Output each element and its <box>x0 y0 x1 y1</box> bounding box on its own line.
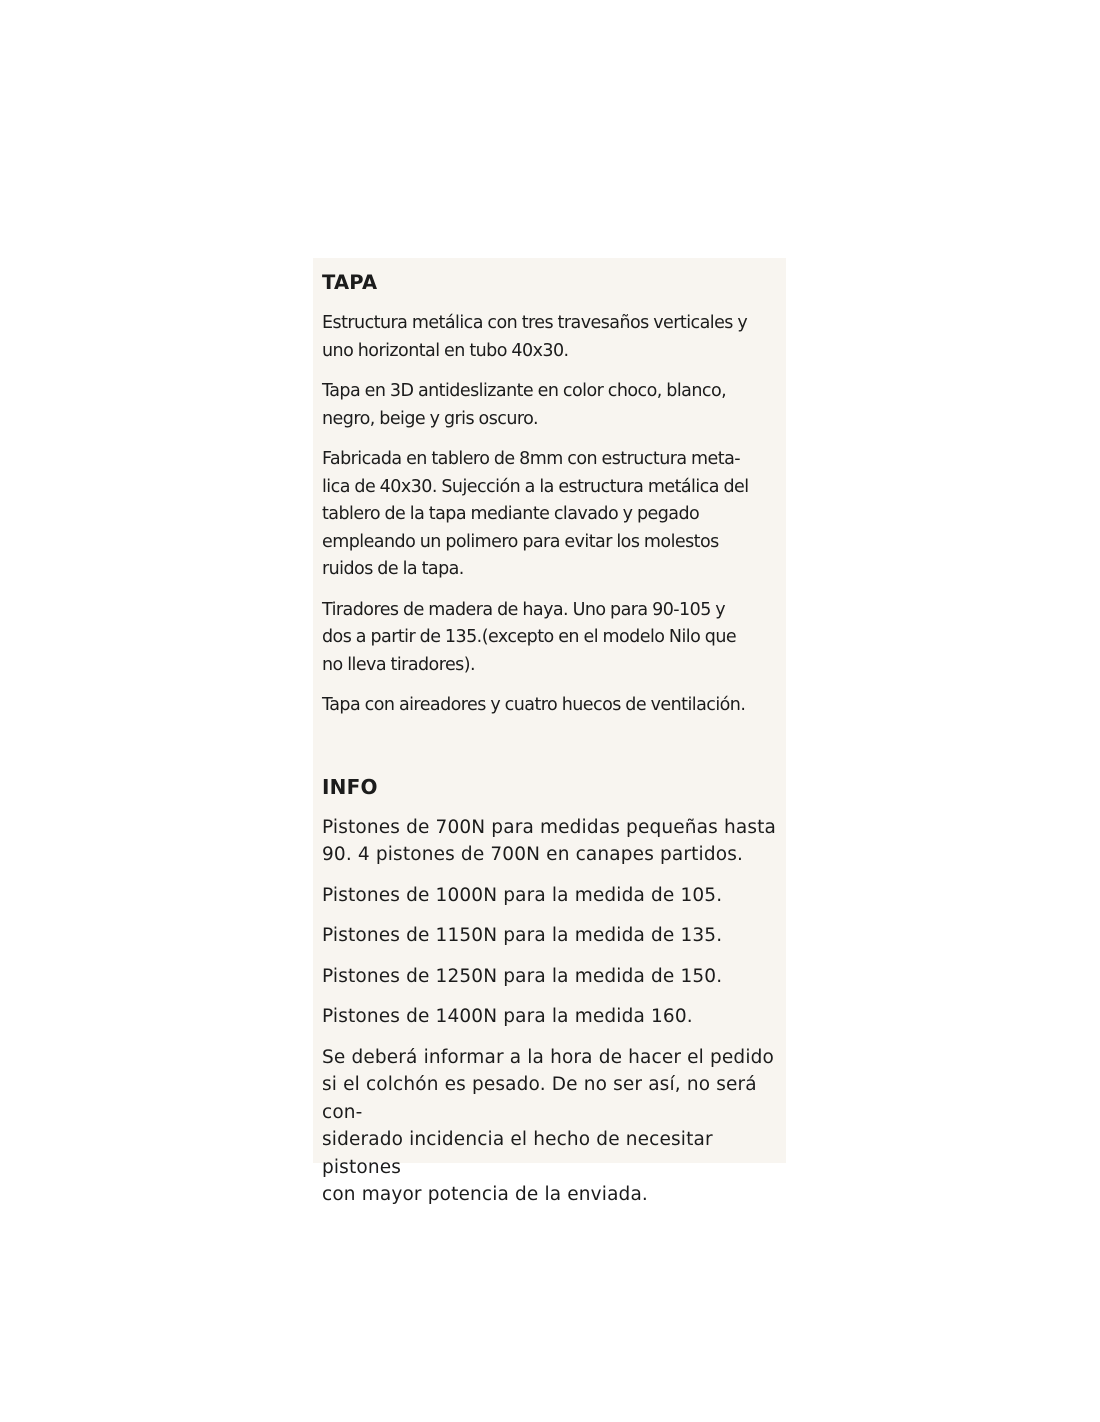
tapa-paragraph: Fabricada en tablero de 8mm con estructura meta- lica de 40x30. Sujección a la estructura metálica del tablero de la tapa mediante clavado y pegado empleando un polimero para evitar los molestos ruidos de la tapa. <box>322 449 749 579</box>
tapa-paragraph: Tapa con aireadores y cuatro huecos de ventilación. <box>322 695 746 715</box>
tapa-body <box>322 310 786 720</box>
info-paragraph: Pistones de 700N para medidas pequeñas hasta 90. 4 pistones de 700N en canapes partidos. <box>322 816 776 865</box>
info-heading: INFO <box>322 774 378 799</box>
info-paragraph: Pistones de 1150N para la medida de 135. <box>322 925 723 946</box>
info-paragraph: Pistones de 1250N para la medida de 150. <box>322 965 723 987</box>
info-paragraph: Pistones de 1400N para la medida 160. <box>322 1006 693 1027</box>
info-body <box>322 814 786 1209</box>
tapa-paragraph: Tiradores de madera de haya. Uno para 90-105 y dos a partir de 135.(excepto en el modelo Nilo que no lleva tiradores). <box>322 599 737 675</box>
info-paragraph: Pistones de 1000N para la medida de 105. <box>322 884 723 906</box>
tapa-heading: TAPA <box>322 271 378 294</box>
info-paragraph: Se deberá informar a la hora de hacer el pedido si el colchón es pesado. De no ser así, no será con- siderado incidencia el hecho de necesitar pistones con mayor potencia de la enviada. <box>322 1046 774 1205</box>
info-section <box>322 772 786 1209</box>
spec-panel <box>313 258 786 1205</box>
tapa-section <box>322 268 786 720</box>
tapa-paragraph: Tapa en 3D antideslizante en color choco, blanco, negro, beige y gris oscuro. <box>322 381 727 429</box>
tapa-paragraph: Estructura metálica con tres travesaños verticales y uno horizontal en tubo 40x30. <box>322 313 748 361</box>
